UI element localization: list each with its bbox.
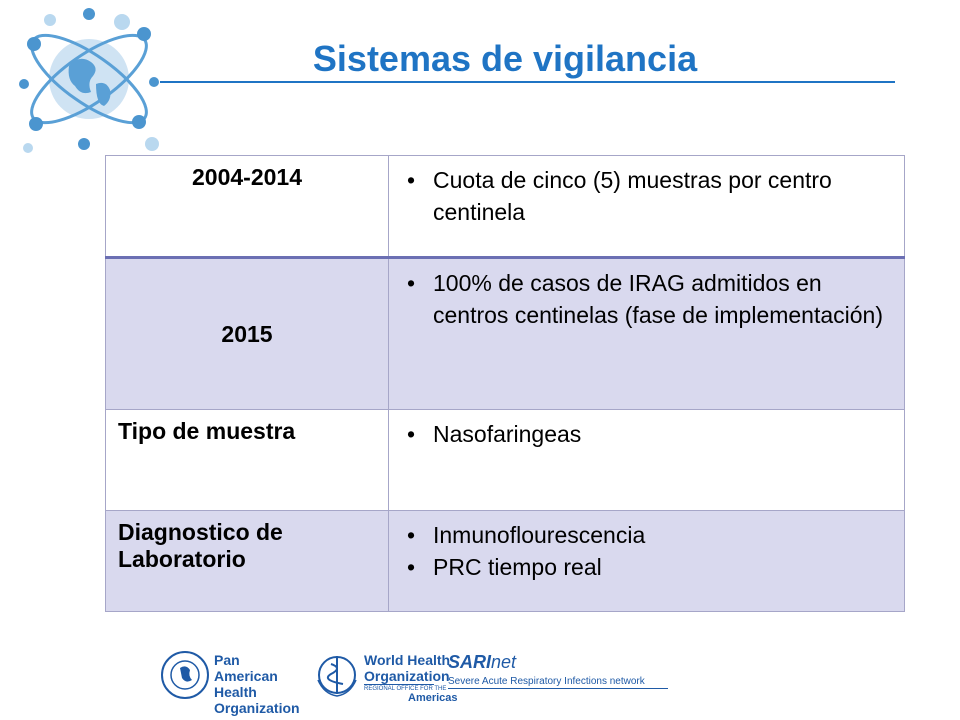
slide-title: Sistemas de vigilancia [312,38,698,79]
list-item: • Inmunoflourescencia [401,519,894,551]
table-row [106,156,905,258]
paho-name: Pan American Health Organization [214,652,300,716]
row-label: Diagnostico de Laboratorio [106,511,389,612]
who-divider [364,684,434,685]
title-underline [160,81,895,83]
list-item: • Cuota de cinco (5) muestras por centro centinela [401,164,894,228]
footer-logos [160,648,680,716]
paho-seal-icon [160,650,210,700]
row-content [389,156,905,258]
who-name: World Health Organization [364,652,451,684]
list-item: • 100% de casos de IRAG admitidos en centros centinelas (fase de implementación) [401,267,894,331]
sarinet-logo [448,652,516,673]
row-label: 2004-2014 [106,156,389,258]
row-content [389,511,905,612]
row-label: Tipo de muestra [106,410,389,511]
sarinet-net: net [491,652,517,672]
sarinet-description: Severe Acute Respiratory Infections network [448,676,645,687]
who-regional-office: REGIONAL OFFICE FOR THE [364,686,447,692]
who-americas: Americas [408,692,458,704]
table-row [106,410,905,511]
row-content [389,258,905,410]
surveillance-table [105,155,905,612]
who-seal-icon [312,650,362,700]
list-item: • PRC tiempo real [401,551,894,583]
table-row [106,511,905,612]
row-content [389,410,905,511]
sarinet-sari: SARI [448,652,492,672]
sarinet-underline [448,688,668,689]
table-row [106,258,905,410]
list-item: • Nasofaringeas [401,418,894,450]
row-label: 2015 [106,258,389,410]
